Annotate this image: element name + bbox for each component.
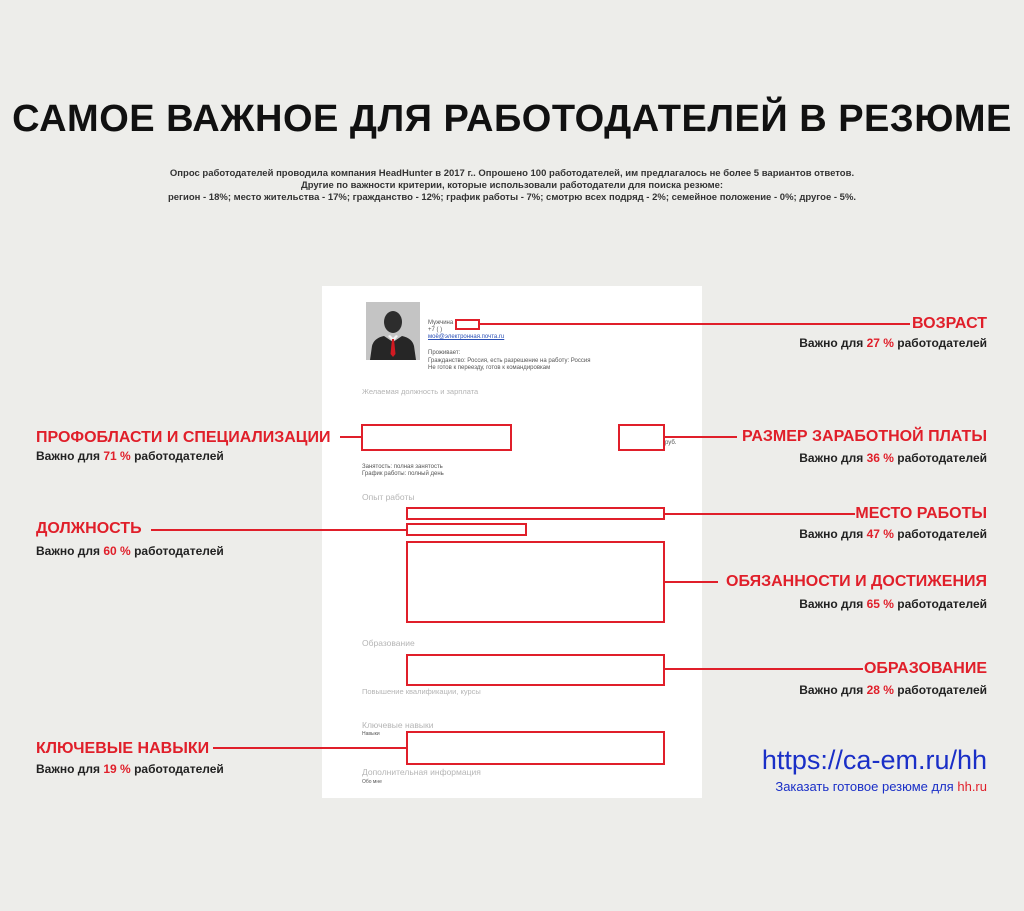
profareas-connector-line (340, 436, 361, 438)
resume-skills-sub: Навыки (362, 731, 380, 737)
duties-highlight-box (406, 541, 665, 623)
site-url-link[interactable]: https://ca-em.ru/hh (761, 745, 987, 775)
resume-lives-label: Проживает: (428, 350, 461, 356)
callout-age-importance: Важно для 27 % работодателей (799, 336, 987, 350)
resume-courses-section: Повышение квалификации, курсы (362, 687, 481, 696)
resume-schedule: График работы: полный день (362, 471, 444, 477)
callout-duties-importance: Важно для 65 % работодателей (799, 597, 987, 611)
resume-experience-section: Опыт работы (362, 492, 415, 502)
resume-email: моё@электронная.почта.ru (428, 334, 505, 340)
page-title: САМОЕ ВАЖНОЕ ДЛЯ РАБОТОДАТЕЛЕЙ В РЕЗЮМЕ (12, 98, 1012, 140)
intro-line-3: регион - 18%; место жительства - 17%; гражданство - 12%; график работы - 7%; смотрю всех подряд - 2%; семейное положение - 0%; другое - 5%. (167, 192, 857, 203)
callout-duties-label: ОБЯЗАННОСТИ И ДОСТИЖЕНИЯ (726, 573, 987, 590)
resume-about-sub: Обо мне (362, 779, 382, 785)
profareas-highlight-box (361, 424, 512, 451)
salary-highlight-box (618, 424, 665, 451)
callout-workplace-label: МЕСТО РАБОТЫ (855, 505, 987, 522)
callout-salary-importance: Важно для 36 % работодателей (799, 451, 987, 465)
resume-education-section: Образование (362, 638, 415, 648)
skills-connector-line (213, 747, 406, 749)
callout-salary-label: РАЗМЕР ЗАРАБОТНОЙ ПЛАТЫ (742, 428, 987, 445)
resume-skills-section: Ключевые навыки (362, 720, 434, 730)
resume-desired-section: Желаемая должность и зарплата (362, 387, 479, 396)
resume-employment: Занятость: полная занятость (362, 464, 443, 470)
resume-currency: руб. (665, 440, 677, 446)
intro-line-2: Другие по важности критерии, которые использовали работодатели для поиска резюме: (300, 180, 724, 191)
skills-highlight-box (406, 731, 665, 765)
survey-intro (80, 168, 944, 204)
intro-line-1: Опрос работодателей проводила компания HeadHunter в 2017 г.. Опрошено 100 работодателей, им предлагалось не более 5 вариантов ответов. (169, 168, 855, 179)
position-connector-line (151, 529, 406, 531)
avatar-silhouette-icon (366, 302, 420, 360)
resume-additional-section: Дополнительная информация (362, 767, 481, 777)
callout-skills-label: КЛЮЧЕВЫЕ НАВЫКИ (36, 740, 210, 757)
callout-profareas-importance: Важно для 71 % работодателей (36, 449, 224, 463)
resume-relocation: Не готов к переезду, готов к командировкам (428, 365, 551, 371)
resume-citizenship: Гражданство: Россия, есть разрешение на работу: Россия (428, 358, 591, 364)
age-highlight-box (455, 319, 480, 330)
callout-education-label: ОБРАЗОВАНИЕ (863, 660, 987, 677)
callout-position-importance: Важно для 60 % работодателей (36, 544, 224, 558)
resume-phone: +7 ( ) (428, 327, 443, 333)
callout-workplace-importance: Важно для 47 % работодателей (799, 527, 987, 541)
callout-education-importance: Важно для 28 % работодателей (799, 683, 987, 697)
education-highlight-box (406, 654, 665, 686)
callout-profareas-label: ПРОФОБЛАСТИ И СПЕЦИАЛИЗАЦИИ (36, 429, 331, 446)
callout-age-label: ВОЗРАСТ (912, 315, 987, 332)
callout-skills-importance: Важно для 19 % работодателей (36, 762, 224, 776)
resume-gender: Мужчина (428, 320, 454, 326)
order-resume-link[interactable]: Заказать готовое резюме для hh.ru (775, 779, 987, 794)
callout-position-label: ДОЛЖНОСТЬ (36, 520, 142, 537)
workplace-highlight-box (406, 507, 665, 520)
position-highlight-box (406, 523, 527, 536)
